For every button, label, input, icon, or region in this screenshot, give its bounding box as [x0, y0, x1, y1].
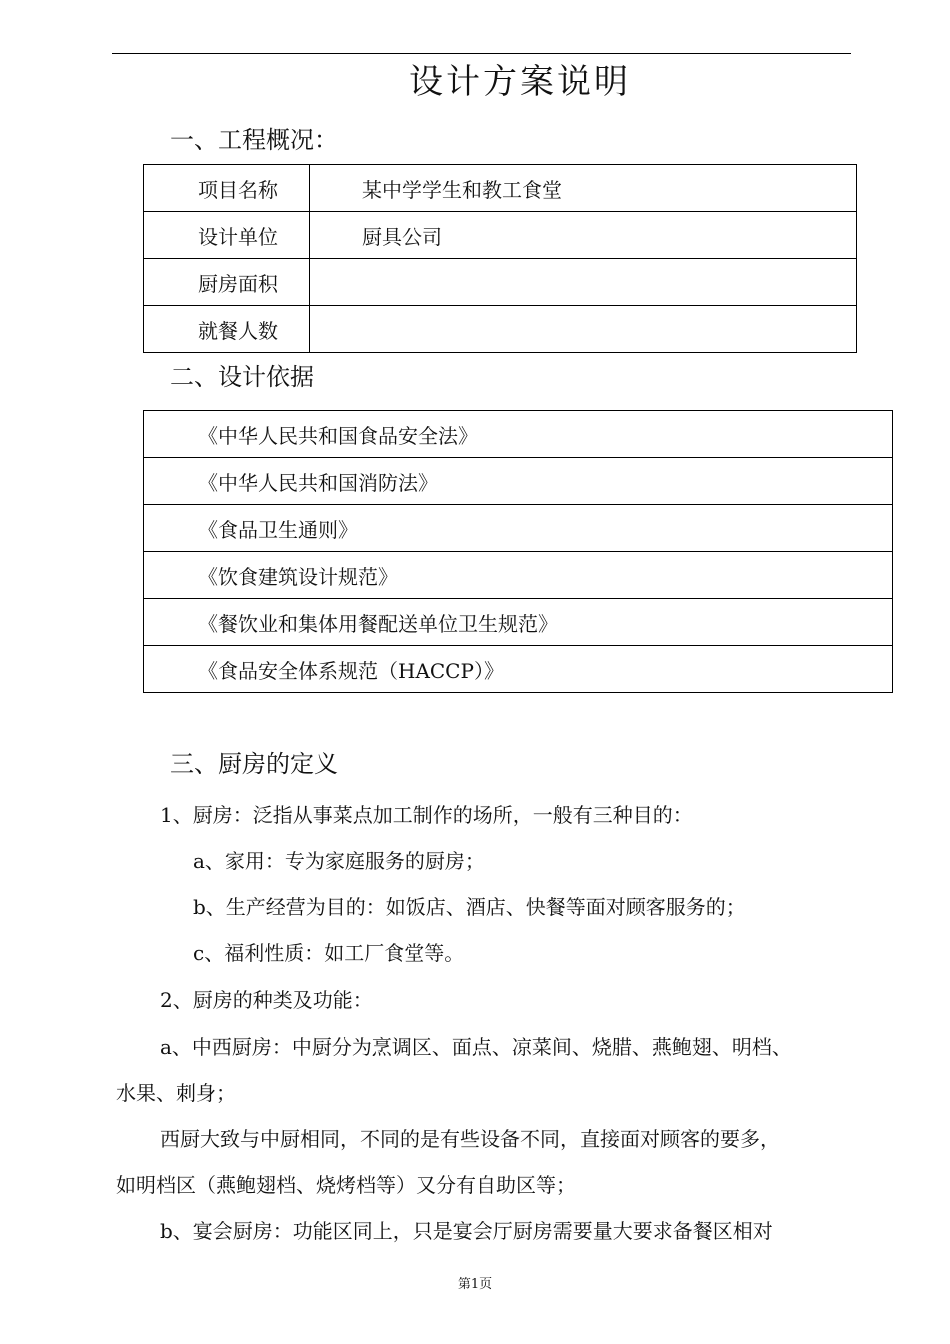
table-row — [144, 599, 893, 646]
paragraph-line: 1、厨房：泛指从事菜点加工制作的场所，一般有三种目的： — [160, 803, 693, 827]
paragraph-line: 2、厨房的种类及功能： — [160, 988, 373, 1012]
row-label: 厨房面积 — [144, 259, 310, 306]
basis-item: 《中华人民共和国消防法》 — [144, 458, 893, 505]
design-basis-table — [143, 410, 893, 693]
section3-heading: 三、厨房的定义 — [170, 750, 338, 778]
project-info-table — [143, 164, 857, 353]
table-row — [144, 646, 893, 693]
table-row — [144, 458, 893, 505]
row-label: 项目名称 — [144, 165, 310, 212]
row-value — [310, 259, 857, 306]
paragraph-line: b、生产经营为目的：如饭店、酒店、快餐等面对顾客服务的； — [193, 895, 746, 919]
row-label: 设计单位 — [144, 212, 310, 259]
table-row — [144, 259, 857, 306]
paragraph-line: 水果、刺身； — [116, 1081, 236, 1105]
basis-item: 《食品卫生通则》 — [144, 505, 893, 552]
paragraph-line: c、福利性质：如工厂食堂等。 — [193, 941, 465, 965]
page-number: 第1页 — [457, 1277, 493, 1292]
table-row — [144, 505, 893, 552]
basis-item: 《食品安全体系规范（HACCP）》 — [144, 646, 893, 693]
paragraph-line: b、宴会厨房：功能区同上，只是宴会厅厨房需要量大要求备餐区相对 — [160, 1219, 773, 1243]
paragraph-line: a、家用：专为家庭服务的厨房； — [193, 849, 485, 873]
paragraph-line: a、中西厨房：中厨分为烹调区、面点、凉菜间、烧腊、燕鲍翅、明档、 — [160, 1035, 792, 1059]
table-row — [144, 552, 893, 599]
row-value — [310, 306, 857, 353]
row-value: 厨具公司 — [310, 212, 857, 259]
row-label: 就餐人数 — [144, 306, 310, 353]
basis-item: 《中华人民共和国食品安全法》 — [144, 411, 893, 458]
table-row — [144, 212, 857, 259]
table-row — [144, 306, 857, 353]
document-title: 设计方案说明 — [409, 62, 631, 102]
section2-heading: 二、设计依据 — [170, 363, 314, 391]
basis-item: 《饮食建筑设计规范》 — [144, 552, 893, 599]
row-value: 某中学学生和教工食堂 — [310, 165, 857, 212]
section1-heading: 一、工程概况： — [170, 126, 338, 154]
paragraph-line: 西厨大致与中厨相同，不同的是有些设备不同，直接面对顾客的要多， — [160, 1127, 780, 1151]
table-row — [144, 411, 893, 458]
basis-item: 《餐饮业和集体用餐配送单位卫生规范》 — [144, 599, 893, 646]
paragraph-line: 如明档区（燕鲍翅档、烧烤档等）又分有自助区等； — [116, 1173, 576, 1197]
table-row — [144, 165, 857, 212]
